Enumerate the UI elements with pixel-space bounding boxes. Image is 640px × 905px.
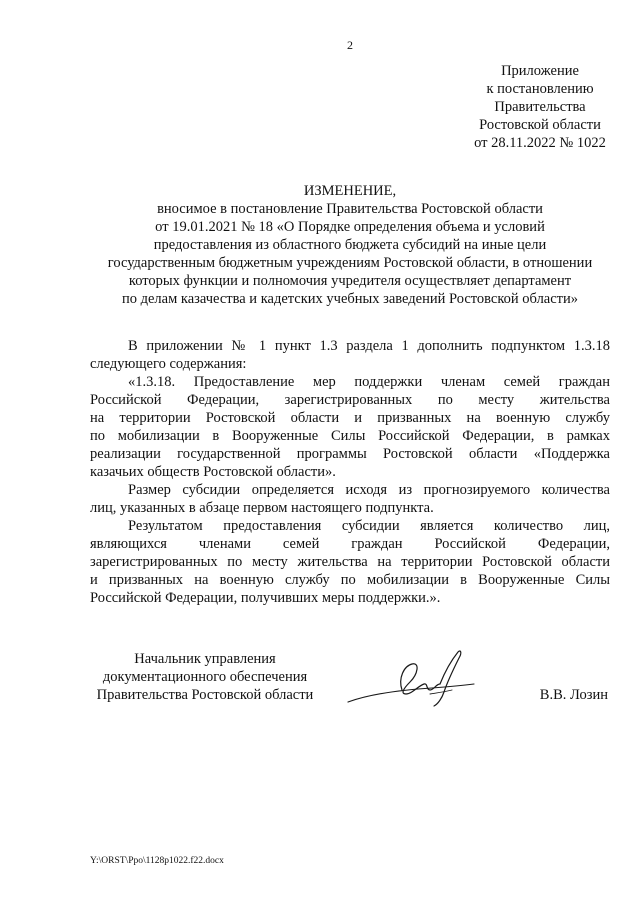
body-line: зарегистрированных по месту жительства на территории Ростовской области (90, 554, 610, 570)
title-line: предоставления из областного бюджета субсидий на иные цели (153, 237, 547, 253)
signatory-position-line: Правительства Ростовской области (96, 687, 314, 703)
body-line: являющихся членами семей граждан Российской Федерации, (90, 536, 610, 552)
appendix-line: Правительства (494, 99, 586, 115)
body-line: реализации государственной программы Ростовской области «Поддержка (90, 446, 610, 462)
body-line: В приложении № 1 пункт 1.3 раздела 1 дополнить подпунктом 1.3.18 (128, 338, 610, 354)
signatory-position-line: Начальник управления (134, 651, 276, 667)
appendix-line: Приложение (501, 63, 579, 79)
body-line: Российской Федерации, зарегистрированных по месту жительства (90, 392, 610, 408)
appendix-line: к постановлению (486, 81, 594, 97)
body-line: по мобилизации в Вооруженные Силы Российской Федерации, в рамках (90, 428, 610, 444)
body-line: «1.3.18. Предоставление мер поддержки членам семей граждан (128, 374, 610, 390)
title-heading: ИЗМЕНЕНИЕ, (303, 183, 397, 199)
appendix-line: от 28.11.2022 № 1022 (474, 135, 606, 151)
body-line: Размер субсидии определяется исходя из прогнозируемого количества (128, 482, 610, 498)
body-line: на территории Ростовской области и призванных на военную службу (90, 410, 610, 426)
body-line: Результатом предоставления субсидии является количество лиц, (128, 518, 610, 534)
signatory-position (90, 650, 320, 704)
page-number: 2 (347, 38, 353, 52)
document-title (90, 182, 610, 308)
body-line: следующего содержания: (90, 356, 247, 372)
appendix-line: Ростовской области (479, 117, 601, 133)
signatory-name: В.В. Лозин (539, 687, 608, 703)
file-path-footer: Y:\ORST\Ppo\1128p1022.f22.docx (90, 856, 224, 866)
document-body (90, 337, 610, 607)
body-line: казачьих обществ Ростовской области». (90, 464, 336, 480)
signature-block (90, 650, 610, 710)
body-line: лиц, указанных в абзаце первом настоящего подпункта. (90, 500, 434, 516)
title-line: государственным бюджетным учреждениям Ростовской области, в отношении (107, 255, 593, 271)
appendix-header (440, 62, 640, 152)
title-line: по делам казачества и кадетских учебных заведений Ростовской области» (121, 291, 579, 307)
handwritten-signature (340, 644, 480, 716)
title-line: от 19.01.2021 № 18 «О Порядке определения объема и условий (155, 219, 545, 235)
title-line: вносимое в постановление Правительства Ростовской области (157, 201, 543, 217)
signatory-position-line: документационного обеспечения (102, 669, 308, 685)
title-line: которых функции и полномочия учредителя осуществляет департамент (128, 273, 572, 289)
body-line: Российской Федерации, получивших меры поддержки.». (90, 590, 441, 606)
body-line: и призванных на военную службу по мобилизации в Вооруженные Силы (90, 572, 610, 588)
